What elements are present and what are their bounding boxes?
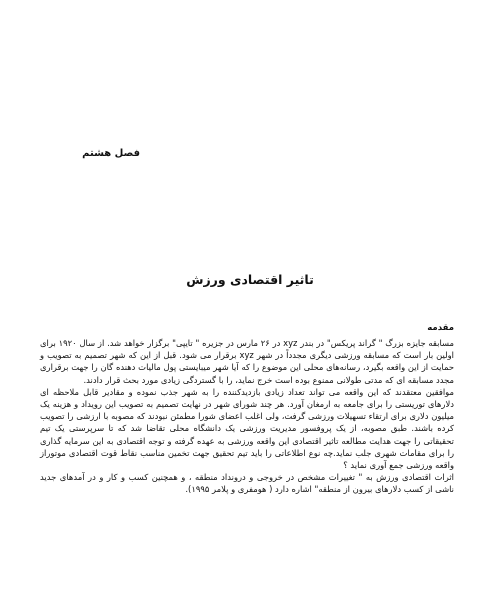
section-heading: مقدمه <box>427 323 454 333</box>
paragraph-2: موافقین معتقدند که این واقعه می تواند تعداد زیادی بازدیدکننده را به شهر جذب نموده و مقادیر قابل ملاحظه ای دلارهای توریستی را برای جامعه به ارمغان آورد. هر چند شورای شهر در نهایت تصمیم به تصویب این رویداد و هزینه یک میلیون دلاری برای ارتقاء تسهیلات ورزشی گرفت، ولی اغلب اعضای شورا مطمئن نبودند که مصوبه با ارزشی را تصویب کرده باشند. طبق مصوبه، از یک پروفسور مدیریت ورزشی یک دانشگاه محلی تقاضا شد که تا سرپرستی یک تیم تحقیقاتی را جهت هدایت مطالعه تاثیر اقتصادی این واقعه ورزشی به عهده گرفته و توجه اقتصادی به این سرمایه گذاری را برای مقامات شهری جلب نماید.چه نوع اطلاعاتی را باید تیم تحقیق جهت تخمین مناسب نقاط قوت اقتصادی موتوراز واقعه ورزشی جمع آوری نماید ؟ <box>40 386 454 471</box>
paragraph-3: اثرات اقتصادی ورزش به " تغییرات مشخص در خروجی و درونداد منطقه ، و همچنین کسب و کار و در آمدهای جدید ناشی از کسب دلارهای بیرون از منطقه" اشاره دارد ( هومفری و پلامر ۱۹۹۵). <box>40 472 454 495</box>
chapter-label: فصل هشتم <box>82 148 140 159</box>
body-text <box>40 337 454 496</box>
paragraph-1: مسابقه جایزه بزرگ " گراند پریکس" در بندر xyz در ۲۶ مارس در جزیره " تایپی" برگزار خواهد شد. از سال ۱۹۲۰ برای اولین بار است که مسابقه ورزشی دیگری مجدداً در شهر xyz برقرار می شود. قبل از این که شهر تصمیم به تصویب و حمایت از این واقعه بگیرد، رسانه‌های محلی این موضوع را که آیا شهر میبایستی پول مالیات دهنده گان را جهت برقراری مجدد مسابقه ای که مدتی طولانی ممنوع بوده است خرج نماید، را با گستردگی زیادی مورد بحث قرار دادند. <box>40 338 454 385</box>
chapter-title: تاثیر اقتصادی ورزش <box>186 272 314 287</box>
